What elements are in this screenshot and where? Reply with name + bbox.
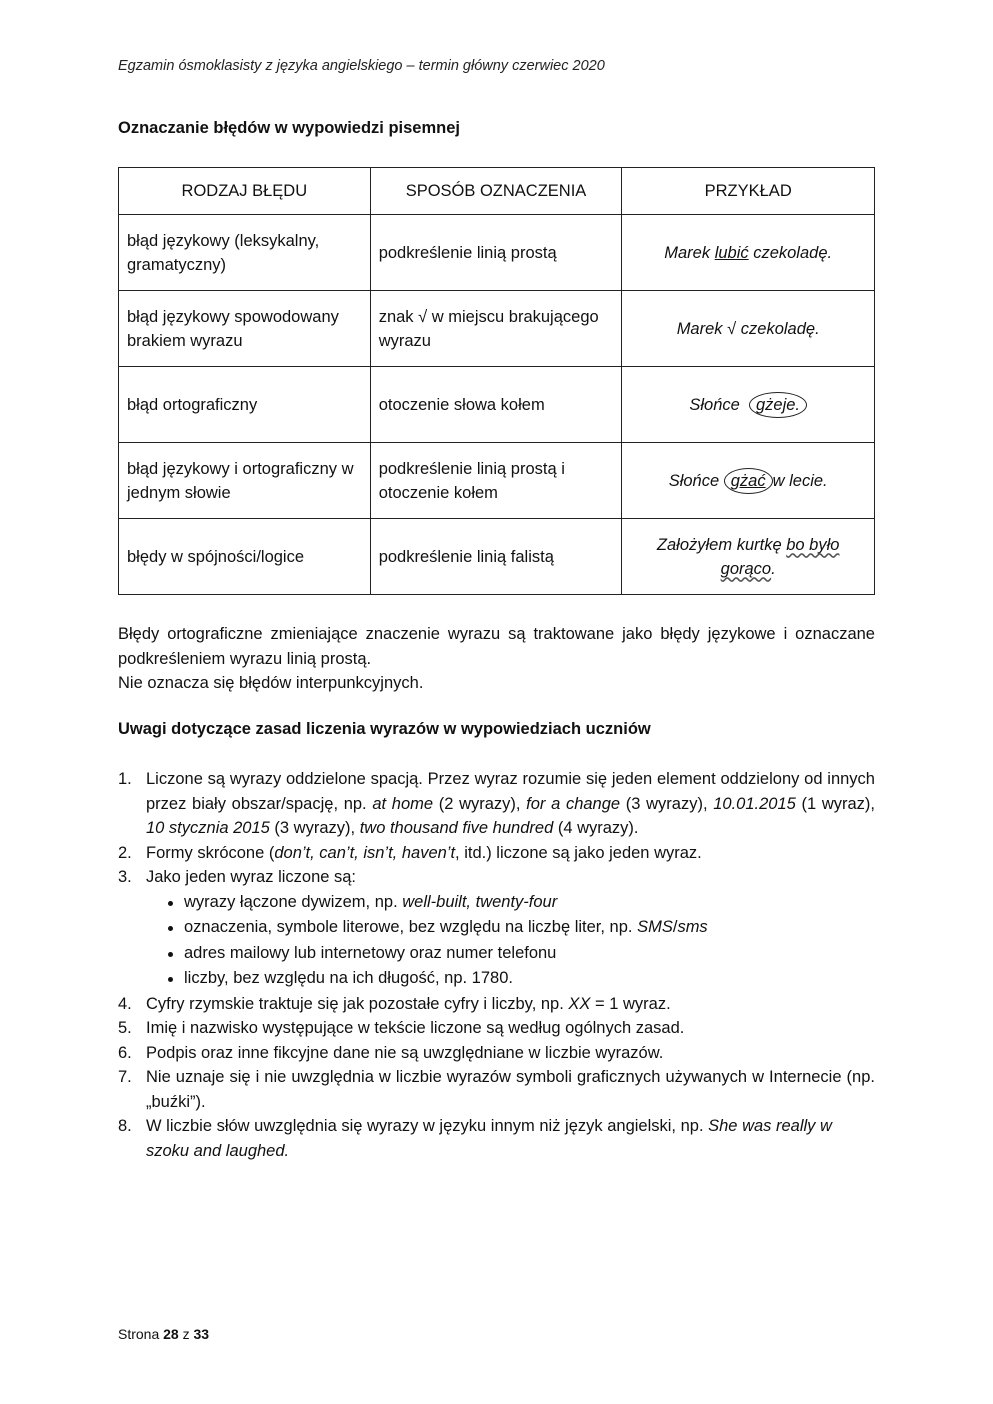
- rule-item: [118, 865, 875, 992]
- circled-underlined-word: [724, 468, 773, 494]
- page-footer: [118, 1326, 209, 1342]
- note-punctuation: Nie oznacza się błędów interpunkcyjnych.: [118, 674, 424, 692]
- rule-number: 2.: [118, 843, 132, 862]
- rule-text: Cyfry rzymskie traktuje się jak pozostałe cyfry i liczby, np. XX = 1 wyraz.: [146, 994, 671, 1013]
- table-row: [119, 367, 875, 443]
- rule-number: 1.: [118, 770, 132, 788]
- running-header: Egzamin ósmoklasisty z języka angielskiego – termin główny czerwiec 2020: [118, 58, 605, 74]
- example-text: Słońce: [689, 395, 745, 414]
- example-text: .: [771, 559, 776, 578]
- example-cell: [622, 519, 875, 595]
- marking-method-cell: podkreślenie linią prostą i otoczenie kołem: [370, 443, 622, 519]
- underlined-word: gżać: [730, 471, 766, 490]
- notes-paragraph: [118, 622, 875, 696]
- example-cell: [622, 367, 875, 443]
- rule-text: Liczone są wyrazy oddzielone spacją. Przez wyraz rozumie się jeden element oddzielony od innych przez biały obszar/spację, np. at home (2 wyrazy), for a change (3 wyrazy), 10.01.2015 (1 wyraz), 10 stycznia 2015 (3 wyrazy), two thousand five hundred (4 wyrazy).: [146, 770, 876, 837]
- example-text: w lecie.: [772, 471, 828, 490]
- table-row: [119, 291, 875, 367]
- rule-number: 7.: [118, 1068, 132, 1086]
- example-cell: [622, 443, 875, 519]
- rule-text: Imię i nazwisko występujące w tekście liczone są według ogólnych zasad.: [146, 1019, 685, 1037]
- rule-number: 3.: [118, 868, 132, 886]
- error-marking-table: [118, 167, 875, 595]
- rule-item: [118, 1065, 875, 1114]
- example-text: Słońce: [668, 471, 724, 490]
- marking-method-cell: otoczenie słowa kołem: [370, 367, 622, 443]
- rule-item: [118, 992, 875, 1017]
- error-type-cell: błąd językowy spowodowany brakiem wyrazu: [119, 291, 371, 367]
- error-type-cell: błąd językowy i ortograficzny w jednym słowie: [119, 443, 371, 519]
- rule-text: Jako jeden wyraz liczone są:: [146, 868, 357, 886]
- marking-method-cell: podkreślenie linią falistą: [370, 519, 622, 595]
- page-total: 33: [193, 1326, 210, 1342]
- page-current: 28: [163, 1326, 179, 1342]
- rule-number: 4.: [118, 994, 132, 1013]
- example-text: czekoladę.: [736, 319, 820, 338]
- rule-item: [118, 1041, 875, 1066]
- page-label: Strona: [118, 1326, 160, 1342]
- section-title-word-counting: Uwagi dotyczące zasad liczenia wyrazów w wypowiedziach uczniów: [118, 720, 651, 738]
- section-title-error-marking: Oznaczanie błędów w wypowiedzi pisemnej: [118, 119, 460, 137]
- rule-text: Podpis oraz inne fikcyjne dane nie są uwzględniane w liczbie wyrazów.: [146, 1043, 664, 1062]
- table-row: [119, 519, 875, 595]
- note-orthographic: Błędy ortograficzne zmieniające znaczenie wyrazu są traktowane jako błędy językowe i oznaczane podkreśleniem wyrazu linią prostą.: [118, 625, 875, 668]
- rule-text: W liczbie słów uwzględnia się wyrazy w języku innym niż język angielski, np. She was really w szoku and laughed.: [146, 1117, 832, 1160]
- rule-text: Formy skrócone (don’t, can’t, isn’t, haven’t, itd.) liczone są jako jeden wyraz.: [146, 843, 702, 862]
- bullet-item: oznaczenia, symbole literowe, bez względu na liczbę liter, np. SMS/sms: [168, 915, 875, 941]
- table-row: [119, 443, 875, 519]
- column-header-marking-method: SPOSÓB OZNACZENIA: [370, 168, 622, 215]
- example-text: czekoladę.: [748, 243, 833, 262]
- missing-word-mark: √: [727, 319, 737, 338]
- rule-number: 6.: [118, 1043, 132, 1062]
- rule-item: [118, 1114, 875, 1163]
- example-text: Marek: [676, 319, 728, 338]
- bullet-item: adres mailowy lub internetowy oraz numer telefonu: [168, 941, 875, 967]
- example-cell: [622, 291, 875, 367]
- underlined-word: lubić: [714, 243, 749, 262]
- example-cell: [622, 215, 875, 291]
- rule-number: 5.: [118, 1019, 132, 1037]
- example-text: Marek: [664, 243, 715, 262]
- rule-bullet-list: [146, 890, 875, 992]
- circled-word: gżeje.: [749, 392, 807, 418]
- error-type-cell: błędy w spójności/logice: [119, 519, 371, 595]
- rule-number: 8.: [118, 1117, 132, 1135]
- page-sep: z: [182, 1326, 190, 1342]
- column-header-example: PRZYKŁAD: [622, 168, 875, 215]
- column-header-error-type: RODZAJ BŁĘDU: [119, 168, 371, 215]
- table-header-row: [119, 168, 875, 215]
- rule-item: [118, 841, 875, 866]
- bullet-item: liczby, bez względu na ich długość, np. 1780.: [168, 966, 875, 992]
- error-type-cell: błąd ortograficzny: [119, 367, 371, 443]
- error-type-cell: błąd językowy (leksykalny, gramatyczny): [119, 215, 371, 291]
- wavy-underlined-phrase: bo było gorąco: [720, 535, 840, 578]
- rule-item: [118, 1016, 875, 1041]
- example-text: Założyłem kurtkę: [656, 535, 787, 554]
- rule-text: Nie uznaje się i nie uwzględnia w liczbie wyrazów symboli graficznych używanych w Internecie (np. „buźki”).: [146, 1068, 875, 1111]
- bullet-item: wyrazy łączone dywizem, np. well-built, twenty-four: [168, 890, 875, 916]
- rule-item: [118, 767, 875, 841]
- marking-method-cell: znak √ w miejscu brakującego wyrazu: [370, 291, 622, 367]
- word-counting-rules-list: [118, 767, 875, 1163]
- marking-method-cell: podkreślenie linią prostą: [370, 215, 622, 291]
- table-row: [119, 215, 875, 291]
